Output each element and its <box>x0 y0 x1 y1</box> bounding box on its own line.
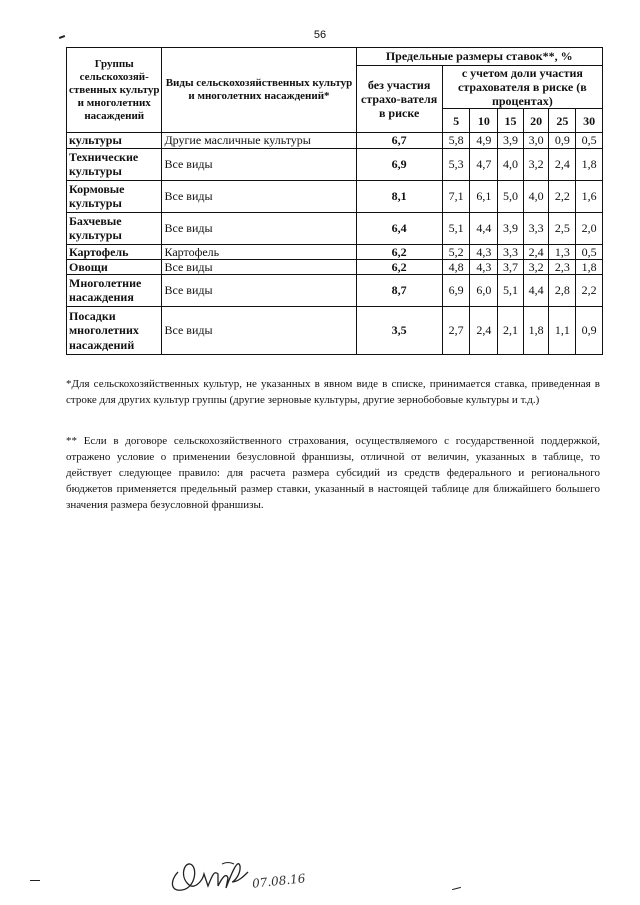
table-row <box>67 133 603 148</box>
crop-kind-cell: Другие масличные культуры <box>162 133 356 148</box>
rate-value-cell: 3,9 <box>498 212 524 244</box>
scan-speck <box>30 880 40 881</box>
rate-value-cell: 0,9 <box>549 133 576 148</box>
crop-kind-cell: Все виды <box>162 148 356 180</box>
signature <box>168 852 318 901</box>
rate-value-cell: 4,9 <box>470 133 498 148</box>
base-rate-cell: 6,7 <box>356 133 442 148</box>
base-rate-cell: 3,5 <box>356 306 442 354</box>
rate-value-cell: 3,3 <box>498 244 524 259</box>
crop-group-cell: Картофель <box>67 244 162 259</box>
rate-value-cell: 4,8 <box>442 259 470 274</box>
rate-value-cell: 3,2 <box>523 259 549 274</box>
rate-value-cell: 2,8 <box>549 274 576 306</box>
rate-value-cell: 2,4 <box>549 148 576 180</box>
crop-group-cell: Посадки многолетних насаждений <box>67 306 162 354</box>
rate-value-cell: 5,2 <box>442 244 470 259</box>
rate-value-cell: 4,0 <box>498 148 524 180</box>
crop-group-cell: Технические культуры <box>67 148 162 180</box>
table-row <box>67 274 603 306</box>
rate-value-cell: 5,3 <box>442 148 470 180</box>
rate-value-cell: 4,3 <box>470 259 498 274</box>
crop-group-cell: Многолетние насаждения <box>67 274 162 306</box>
rate-value-cell: 3,2 <box>523 148 549 180</box>
header-row-1 <box>67 48 603 66</box>
rate-value-cell: 5,8 <box>442 133 470 148</box>
rate-value-cell: 3,9 <box>498 133 524 148</box>
percent-header: 5 <box>442 109 470 133</box>
rate-value-cell: 2,3 <box>549 259 576 274</box>
table-row <box>67 212 603 244</box>
base-rate-cell: 6,4 <box>356 212 442 244</box>
percent-header: 30 <box>576 109 603 133</box>
rate-value-cell: 2,2 <box>549 180 576 212</box>
rate-value-cell: 7,1 <box>442 180 470 212</box>
table-row <box>67 244 603 259</box>
base-rate-cell: 8,1 <box>356 180 442 212</box>
without-share-header: без участия страхо-вателя в риске <box>356 66 442 133</box>
base-rate-cell: 6,2 <box>356 259 442 274</box>
crop-kind-cell: Все виды <box>162 212 356 244</box>
crop-kind-cell: Все виды <box>162 274 356 306</box>
rate-value-cell: 2,1 <box>498 306 524 354</box>
scan-speck <box>452 887 461 890</box>
table-row <box>67 306 603 354</box>
table-row <box>67 148 603 180</box>
footnote-crops: *Для сельскохозяйственных культур, не указанных в явном виде в списке, принимается ставка, приведенная в строке для других культур группы (другие зерновые культуры, другие зернобобовые культуры и т.д.) <box>66 378 600 406</box>
percent-header: 10 <box>470 109 498 133</box>
rate-value-cell: 3,7 <box>498 259 524 274</box>
rate-value-cell: 6,9 <box>442 274 470 306</box>
crop-kind-cell: Все виды <box>162 306 356 354</box>
crop-group-cell: культуры <box>67 133 162 148</box>
table-row <box>67 259 603 274</box>
rate-value-cell: 1,6 <box>576 180 603 212</box>
rate-value-cell: 2,4 <box>470 306 498 354</box>
percent-header: 15 <box>498 109 524 133</box>
rate-value-cell: 3,0 <box>523 133 549 148</box>
table-row <box>67 180 603 212</box>
rate-value-cell: 0,5 <box>576 133 603 148</box>
base-rate-cell: 8,7 <box>356 274 442 306</box>
rate-value-cell: 1,1 <box>549 306 576 354</box>
rate-value-cell: 4,0 <box>523 180 549 212</box>
rate-limits-header: Предельные размеры ставок**, % <box>356 48 603 66</box>
rate-value-cell: 2,0 <box>576 212 603 244</box>
crop-group-cell: Овощи <box>67 259 162 274</box>
rate-value-cell: 0,5 <box>576 244 603 259</box>
crop-kind-cell: Все виды <box>162 180 356 212</box>
page-number: 56 <box>313 29 327 41</box>
groups-column-header: Группы сельскохозяй-ственных культур и многолетних насаждений <box>67 48 162 133</box>
base-rate-cell: 6,9 <box>356 148 442 180</box>
rate-value-cell: 4,4 <box>523 274 549 306</box>
crop-group-cell: Бахчевые культуры <box>67 212 162 244</box>
rates-table <box>66 47 603 355</box>
rate-value-cell: 1,3 <box>549 244 576 259</box>
signature-date: 07.08.16 <box>251 871 307 891</box>
kinds-column-header: Виды сельскохозяйственных культур и многолетних насаждений* <box>162 48 356 133</box>
rate-value-cell: 1,8 <box>576 148 603 180</box>
crop-group-cell: Кормовые культуры <box>67 180 162 212</box>
footnote-deductible: ** Если в договоре сельскохозяйственного страхования, осуществляемого с государственной поддержкой, отражено условие о применении безусловной франшизы, отличной от величин, указанных в таблице, то действует следующее правило: для расчета размера субсидий из средств федерального и регионального бюджетов применяется предельный размер ставки, указанный в настоящей таблице для ближайшего большего значения размера безусловной франшизы. <box>66 435 600 511</box>
rate-value-cell: 0,9 <box>576 306 603 354</box>
crop-kind-cell: Картофель <box>162 244 356 259</box>
rate-value-cell: 5,0 <box>498 180 524 212</box>
rate-value-cell: 2,4 <box>523 244 549 259</box>
rate-value-cell: 5,1 <box>442 212 470 244</box>
percent-header: 20 <box>523 109 549 133</box>
rate-value-cell: 4,3 <box>470 244 498 259</box>
rate-value-cell: 2,5 <box>549 212 576 244</box>
base-rate-cell: 6,2 <box>356 244 442 259</box>
rate-value-cell: 1,8 <box>523 306 549 354</box>
percent-header: 25 <box>549 109 576 133</box>
rate-value-cell: 6,1 <box>470 180 498 212</box>
rate-value-cell: 4,4 <box>470 212 498 244</box>
rate-value-cell: 6,0 <box>470 274 498 306</box>
rate-value-cell: 4,7 <box>470 148 498 180</box>
crop-kind-cell: Все виды <box>162 259 356 274</box>
rate-value-cell: 2,7 <box>442 306 470 354</box>
rate-value-cell: 2,2 <box>576 274 603 306</box>
rate-value-cell: 3,3 <box>523 212 549 244</box>
rate-value-cell: 5,1 <box>498 274 524 306</box>
rate-value-cell: 1,8 <box>576 259 603 274</box>
with-share-header: с учетом доли участия страхователя в риске (в процентах) <box>442 66 602 109</box>
